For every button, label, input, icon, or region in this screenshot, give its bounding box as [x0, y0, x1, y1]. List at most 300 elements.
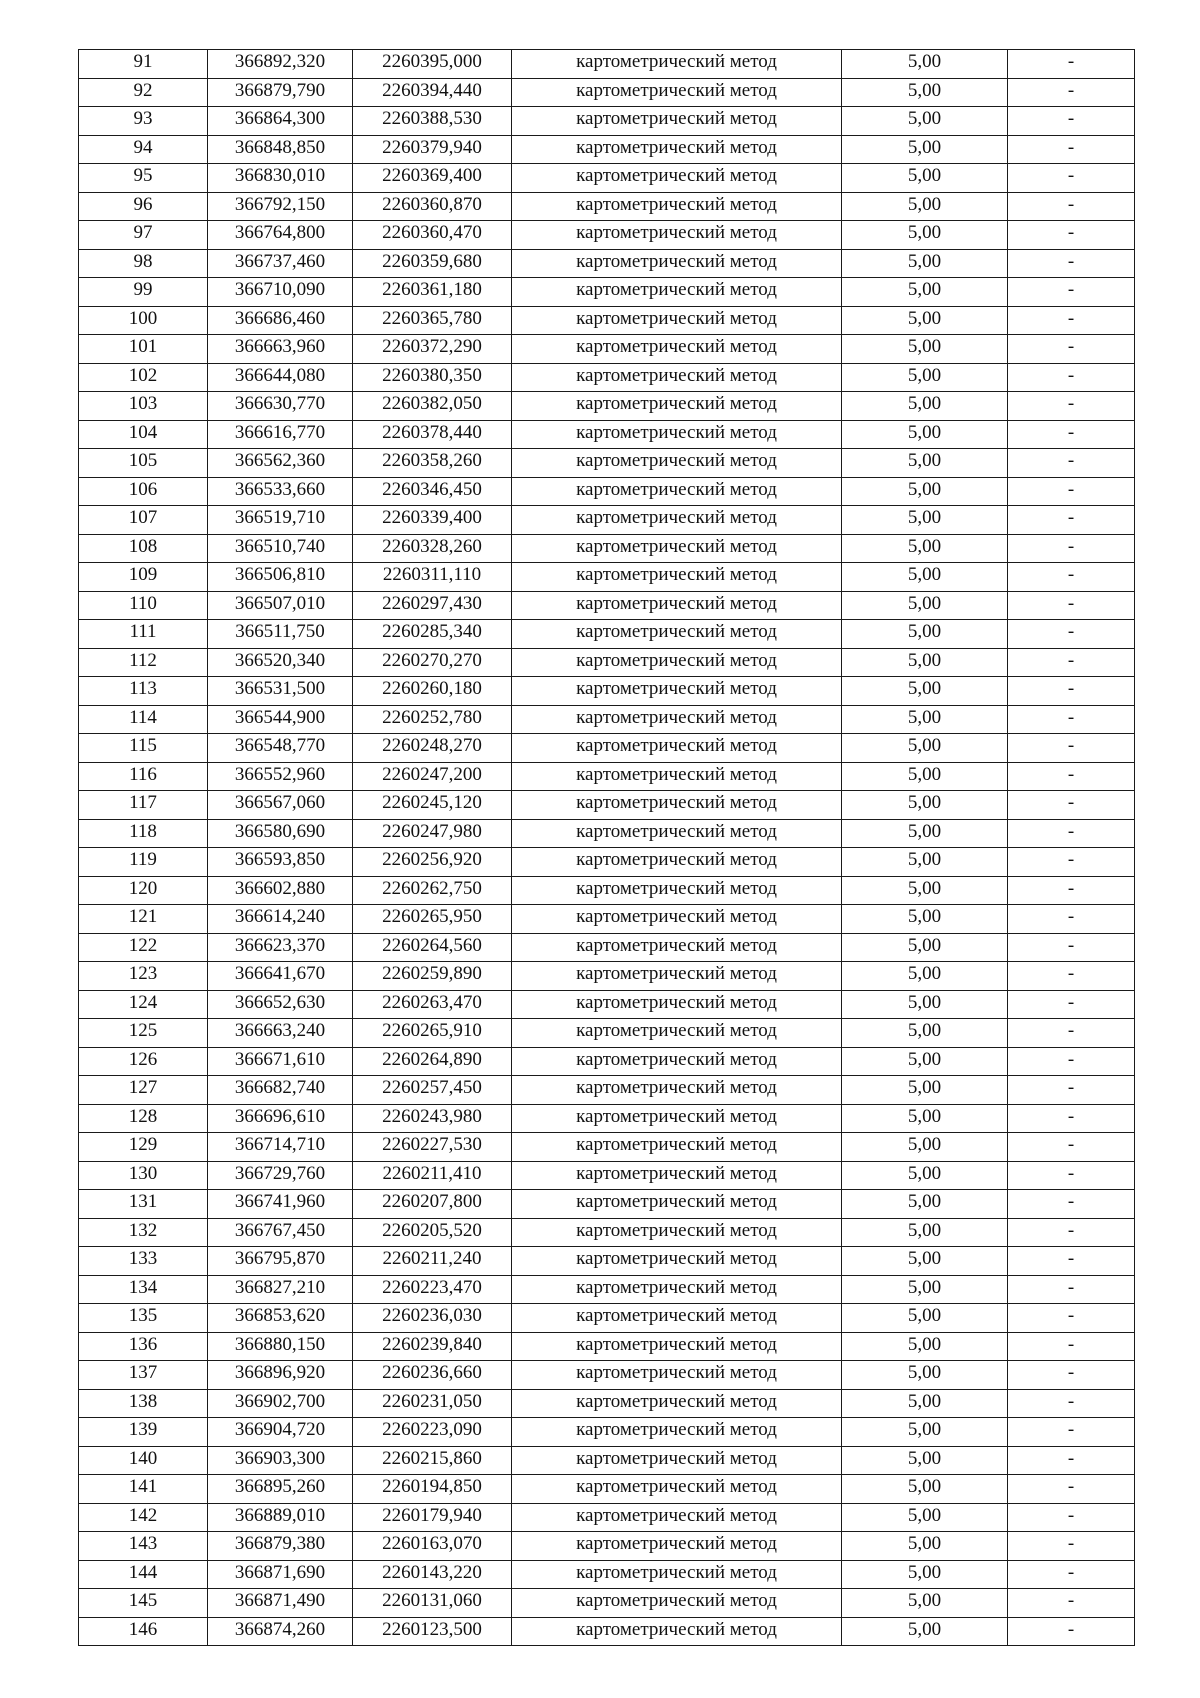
x-coordinate-cell	[208, 506, 353, 535]
point-number-text: 129	[128, 1134, 158, 1155]
accuracy-cell	[842, 1503, 1008, 1532]
method-cell	[512, 1617, 842, 1646]
y-coordinate-cell	[353, 506, 512, 535]
note-text: -	[1067, 706, 1075, 728]
table-row	[79, 648, 1135, 677]
point-number-cell	[79, 876, 208, 905]
y-coordinate-text: 2260388,530	[382, 108, 482, 129]
x-coordinate-text: 366652,630	[234, 991, 326, 1013]
x-coordinate-cell	[208, 221, 353, 250]
method-cell	[512, 306, 842, 335]
note-cell	[1008, 705, 1135, 734]
note-text: -	[1067, 1419, 1075, 1440]
table-row	[79, 1589, 1135, 1618]
accuracy-text: 5,00	[907, 108, 942, 129]
note-text: -	[1067, 1048, 1075, 1070]
method-text: картометрический метод	[576, 592, 777, 614]
note-text: -	[1067, 1590, 1075, 1611]
point-number-cell	[79, 363, 208, 392]
method-text: картометрический метод	[576, 1419, 777, 1440]
note-cell	[1008, 1532, 1135, 1561]
x-coordinate-text: 366871,690	[234, 1561, 326, 1583]
accuracy-cell	[842, 762, 1008, 791]
note-text: -	[1067, 336, 1075, 357]
note-text: -	[1067, 1219, 1075, 1241]
y-coordinate-text: 2260346,450	[382, 478, 482, 500]
x-coordinate-text: 366511,750	[235, 621, 325, 642]
method-text: картометрический метод	[576, 1134, 777, 1155]
point-number-cell	[79, 591, 208, 620]
x-coordinate-cell	[208, 107, 353, 136]
y-coordinate-cell	[353, 762, 512, 791]
method-text: картометрический метод	[576, 1447, 777, 1469]
accuracy-text: 5,00	[907, 421, 942, 443]
y-coordinate-text: 2260360,870	[382, 193, 482, 215]
note-cell	[1008, 990, 1135, 1019]
accuracy-cell	[842, 78, 1008, 107]
x-coordinate-text: 366879,790	[234, 79, 326, 101]
point-number-text: 146	[128, 1618, 158, 1640]
x-coordinate-text: 366896,920	[234, 1362, 326, 1383]
point-number-text: 132	[128, 1219, 158, 1241]
note-cell	[1008, 962, 1135, 991]
note-cell	[1008, 933, 1135, 962]
note-text: -	[1067, 279, 1075, 300]
point-number-text: 92	[133, 79, 153, 101]
x-coordinate-text: 366871,490	[234, 1590, 326, 1611]
x-coordinate-cell	[208, 1503, 353, 1532]
point-number-cell	[79, 734, 208, 763]
method-text: картометрический метод	[576, 991, 777, 1013]
point-number-text: 96	[133, 193, 153, 215]
y-coordinate-cell	[353, 1560, 512, 1589]
x-coordinate-text: 366641,670	[234, 963, 326, 984]
note-text: -	[1067, 1618, 1075, 1640]
x-coordinate-text: 366510,740	[234, 535, 326, 557]
method-cell	[512, 1389, 842, 1418]
note-text: -	[1067, 1105, 1075, 1127]
y-coordinate-cell	[353, 962, 512, 991]
accuracy-text: 5,00	[907, 906, 942, 927]
x-coordinate-cell	[208, 1019, 353, 1048]
point-number-text: 126	[128, 1048, 158, 1070]
note-text: -	[1067, 165, 1075, 186]
note-text: -	[1067, 1276, 1075, 1298]
y-coordinate-text: 2260256,920	[382, 849, 482, 870]
note-cell	[1008, 506, 1135, 535]
x-coordinate-text: 366686,460	[234, 307, 326, 329]
method-cell	[512, 392, 842, 421]
x-coordinate-cell	[208, 1361, 353, 1390]
method-cell	[512, 1475, 842, 1504]
y-coordinate-text: 2260264,560	[382, 934, 482, 956]
x-coordinate-cell	[208, 962, 353, 991]
x-coordinate-text: 366548,770	[234, 735, 326, 756]
method-cell	[512, 762, 842, 791]
note-text: -	[1067, 1476, 1075, 1497]
accuracy-cell	[842, 990, 1008, 1019]
point-number-cell	[79, 819, 208, 848]
y-coordinate-text: 2260245,120	[382, 792, 482, 813]
accuracy-cell	[842, 905, 1008, 934]
point-number-text: 104	[128, 421, 158, 443]
x-coordinate-text: 366792,150	[234, 193, 326, 215]
y-coordinate-text: 2260223,090	[382, 1419, 482, 1440]
accuracy-text: 5,00	[907, 763, 942, 785]
x-coordinate-cell	[208, 78, 353, 107]
table-row	[79, 135, 1135, 164]
x-coordinate-text: 366663,960	[234, 336, 326, 357]
point-number-text: 135	[128, 1305, 158, 1326]
x-coordinate-text: 366520,340	[234, 649, 326, 671]
table-row	[79, 819, 1135, 848]
point-number-cell	[79, 392, 208, 421]
note-cell	[1008, 1418, 1135, 1447]
point-number-cell	[79, 249, 208, 278]
y-coordinate-text: 2260215,860	[382, 1447, 482, 1469]
method-cell	[512, 1503, 842, 1532]
accuracy-text: 5,00	[907, 1590, 942, 1611]
accuracy-text: 5,00	[907, 1533, 942, 1554]
point-number-cell	[79, 762, 208, 791]
accuracy-text: 5,00	[907, 820, 942, 842]
point-number-cell	[79, 933, 208, 962]
point-number-cell	[79, 791, 208, 820]
accuracy-text: 5,00	[907, 1077, 942, 1098]
x-coordinate-cell	[208, 1047, 353, 1076]
y-coordinate-cell	[353, 477, 512, 506]
note-text: -	[1067, 421, 1075, 443]
y-coordinate-text: 2260163,070	[382, 1533, 482, 1554]
method-text: картометрический метод	[576, 108, 777, 129]
point-number-text: 112	[129, 649, 157, 671]
method-cell	[512, 1418, 842, 1447]
method-text: картометрический метод	[576, 307, 777, 329]
note-cell	[1008, 278, 1135, 307]
y-coordinate-text: 2260260,180	[382, 678, 482, 699]
point-number-text: 98	[133, 250, 153, 272]
y-coordinate-cell	[353, 1019, 512, 1048]
note-text: -	[1067, 364, 1075, 386]
accuracy-text: 5,00	[907, 678, 942, 699]
point-number-text: 142	[128, 1504, 158, 1526]
point-number-cell	[79, 221, 208, 250]
method-text: картометрический метод	[576, 1390, 777, 1412]
accuracy-cell	[842, 1418, 1008, 1447]
y-coordinate-text: 2260297,430	[382, 592, 482, 614]
point-number-cell	[79, 1532, 208, 1561]
point-number-text: 124	[128, 991, 158, 1013]
method-text: картометрический метод	[576, 222, 777, 243]
y-coordinate-cell	[353, 1076, 512, 1105]
accuracy-text: 5,00	[907, 51, 942, 72]
y-coordinate-cell	[353, 534, 512, 563]
y-coordinate-cell	[353, 135, 512, 164]
method-cell	[512, 1076, 842, 1105]
method-text: картометрический метод	[576, 1504, 777, 1526]
x-coordinate-text: 366902,700	[234, 1390, 326, 1412]
y-coordinate-text: 2260270,270	[382, 649, 482, 671]
method-cell	[512, 278, 842, 307]
x-coordinate-cell	[208, 135, 353, 164]
method-cell	[512, 905, 842, 934]
accuracy-cell	[842, 819, 1008, 848]
y-coordinate-cell	[353, 905, 512, 934]
note-cell	[1008, 791, 1135, 820]
x-coordinate-text: 366853,620	[234, 1305, 326, 1326]
point-number-cell	[79, 1019, 208, 1048]
point-number-cell	[79, 563, 208, 592]
method-cell	[512, 164, 842, 193]
method-cell	[512, 420, 842, 449]
x-coordinate-cell	[208, 1475, 353, 1504]
note-cell	[1008, 1361, 1135, 1390]
accuracy-text: 5,00	[907, 649, 942, 671]
table-row	[79, 848, 1135, 877]
table-row	[79, 1361, 1135, 1390]
point-number-text: 139	[128, 1419, 158, 1440]
note-cell	[1008, 420, 1135, 449]
method-cell	[512, 363, 842, 392]
method-text: картометрический метод	[576, 564, 777, 585]
table-row	[79, 1133, 1135, 1162]
point-number-text: 115	[129, 735, 157, 756]
y-coordinate-text: 2260395,000	[382, 51, 482, 72]
accuracy-text: 5,00	[907, 621, 942, 642]
point-number-text: 138	[128, 1390, 158, 1412]
accuracy-text: 5,00	[907, 877, 942, 899]
x-coordinate-text: 366519,710	[234, 507, 326, 528]
point-number-cell	[79, 306, 208, 335]
method-cell	[512, 1104, 842, 1133]
accuracy-text: 5,00	[907, 991, 942, 1013]
x-coordinate-cell	[208, 249, 353, 278]
method-cell	[512, 876, 842, 905]
x-coordinate-cell	[208, 306, 353, 335]
y-coordinate-text: 2260211,410	[382, 1162, 482, 1184]
note-cell	[1008, 477, 1135, 506]
point-number-text: 93	[133, 108, 153, 129]
note-cell	[1008, 762, 1135, 791]
accuracy-text: 5,00	[907, 336, 942, 357]
y-coordinate-cell	[353, 164, 512, 193]
method-cell	[512, 221, 842, 250]
method-text: картометрический метод	[576, 1048, 777, 1070]
point-number-cell	[79, 1332, 208, 1361]
accuracy-text: 5,00	[907, 1248, 942, 1269]
note-cell	[1008, 1047, 1135, 1076]
y-coordinate-text: 2260247,200	[382, 763, 482, 785]
table-row	[79, 335, 1135, 364]
point-number-cell	[79, 1218, 208, 1247]
accuracy-cell	[842, 107, 1008, 136]
accuracy-cell	[842, 1190, 1008, 1219]
method-cell	[512, 677, 842, 706]
x-coordinate-cell	[208, 620, 353, 649]
method-cell	[512, 1019, 842, 1048]
x-coordinate-text: 366889,010	[234, 1504, 326, 1526]
point-number-text: 116	[129, 763, 157, 785]
y-coordinate-text: 2260223,470	[382, 1276, 482, 1298]
method-text: картометрический метод	[576, 849, 777, 870]
point-number-cell	[79, 278, 208, 307]
note-cell	[1008, 876, 1135, 905]
note-text: -	[1067, 1248, 1075, 1269]
point-number-text: 110	[129, 592, 157, 614]
x-coordinate-cell	[208, 1076, 353, 1105]
method-cell	[512, 791, 842, 820]
method-text: картометрический метод	[576, 1561, 777, 1583]
method-cell	[512, 933, 842, 962]
y-coordinate-cell	[353, 705, 512, 734]
method-cell	[512, 1275, 842, 1304]
note-text: -	[1067, 108, 1075, 129]
x-coordinate-cell	[208, 164, 353, 193]
x-coordinate-text: 366580,690	[234, 820, 326, 842]
note-text: -	[1067, 51, 1075, 72]
point-number-cell	[79, 1503, 208, 1532]
y-coordinate-text: 2260339,400	[382, 507, 482, 528]
note-text: -	[1067, 507, 1075, 528]
table-row	[79, 620, 1135, 649]
table-row	[79, 1503, 1135, 1532]
y-coordinate-cell	[353, 192, 512, 221]
method-text: картометрический метод	[576, 1191, 777, 1212]
note-text: -	[1067, 763, 1075, 785]
accuracy-cell	[842, 1247, 1008, 1276]
x-coordinate-cell	[208, 762, 353, 791]
table-row	[79, 192, 1135, 221]
method-text: картометрический метод	[576, 478, 777, 500]
note-cell	[1008, 1332, 1135, 1361]
y-coordinate-text: 2260236,030	[382, 1305, 482, 1326]
x-coordinate-cell	[208, 477, 353, 506]
x-coordinate-cell	[208, 905, 353, 934]
table-row	[79, 278, 1135, 307]
point-number-text: 141	[128, 1476, 158, 1497]
accuracy-cell	[842, 933, 1008, 962]
method-cell	[512, 962, 842, 991]
accuracy-text: 5,00	[907, 1390, 942, 1412]
y-coordinate-cell	[353, 1503, 512, 1532]
note-text: -	[1067, 1447, 1075, 1469]
method-cell	[512, 135, 842, 164]
note-cell	[1008, 819, 1135, 848]
method-cell	[512, 249, 842, 278]
point-number-text: 122	[128, 934, 158, 956]
note-text: -	[1067, 307, 1075, 329]
note-cell	[1008, 1104, 1135, 1133]
method-cell	[512, 1161, 842, 1190]
note-cell	[1008, 1304, 1135, 1333]
table-row	[79, 1389, 1135, 1418]
table-row	[79, 1418, 1135, 1447]
accuracy-cell	[842, 1076, 1008, 1105]
y-coordinate-cell	[353, 363, 512, 392]
accuracy-cell	[842, 420, 1008, 449]
accuracy-text: 5,00	[907, 1219, 942, 1241]
method-cell	[512, 1218, 842, 1247]
method-text: картометрический метод	[576, 51, 777, 72]
accuracy-cell	[842, 164, 1008, 193]
accuracy-cell	[842, 1560, 1008, 1589]
note-text: -	[1067, 1390, 1075, 1412]
method-cell	[512, 819, 842, 848]
point-number-text: 127	[128, 1077, 158, 1098]
x-coordinate-text: 366593,850	[234, 849, 326, 870]
method-text: картометрический метод	[576, 877, 777, 899]
accuracy-cell	[842, 192, 1008, 221]
note-cell	[1008, 1560, 1135, 1589]
point-number-cell	[79, 50, 208, 79]
x-coordinate-cell	[208, 933, 353, 962]
accuracy-cell	[842, 1361, 1008, 1390]
x-coordinate-text: 366623,370	[234, 934, 326, 956]
y-coordinate-cell	[353, 249, 512, 278]
x-coordinate-text: 366531,500	[234, 678, 326, 699]
accuracy-cell	[842, 705, 1008, 734]
method-cell	[512, 1560, 842, 1589]
accuracy-cell	[842, 1047, 1008, 1076]
note-text: -	[1067, 792, 1075, 813]
method-text: картометрический метод	[576, 820, 777, 842]
method-text: картометрический метод	[576, 193, 777, 215]
y-coordinate-cell	[353, 221, 512, 250]
x-coordinate-cell	[208, 848, 353, 877]
y-coordinate-text: 2260263,470	[382, 991, 482, 1013]
method-text: картометрический метод	[576, 1305, 777, 1326]
point-number-text: 107	[128, 507, 158, 528]
accuracy-cell	[842, 363, 1008, 392]
x-coordinate-cell	[208, 420, 353, 449]
method-text: картометрический метод	[576, 706, 777, 728]
table-row	[79, 677, 1135, 706]
table-row	[79, 107, 1135, 136]
point-number-text: 119	[129, 849, 157, 870]
method-cell	[512, 1304, 842, 1333]
accuracy-cell	[842, 392, 1008, 421]
accuracy-cell	[842, 1446, 1008, 1475]
table-row	[79, 1475, 1135, 1504]
table-row	[79, 477, 1135, 506]
table-row	[79, 420, 1135, 449]
x-coordinate-cell	[208, 1332, 353, 1361]
point-number-text: 118	[129, 820, 157, 842]
coordinates-table	[78, 49, 1135, 1646]
note-cell	[1008, 335, 1135, 364]
accuracy-text: 5,00	[907, 165, 942, 186]
note-cell	[1008, 905, 1135, 934]
method-text: картометрический метод	[576, 507, 777, 528]
y-coordinate-text: 2260264,890	[382, 1048, 482, 1070]
note-text: -	[1067, 1162, 1075, 1184]
method-cell	[512, 506, 842, 535]
point-number-cell	[79, 648, 208, 677]
point-number-text: 108	[128, 535, 158, 557]
point-number-text: 140	[128, 1447, 158, 1469]
method-cell	[512, 477, 842, 506]
accuracy-cell	[842, 449, 1008, 478]
method-text: картометрический метод	[576, 364, 777, 386]
method-cell	[512, 1332, 842, 1361]
y-coordinate-text: 2260248,270	[382, 735, 482, 756]
method-text: картометрический метод	[576, 1248, 777, 1269]
note-cell	[1008, 1503, 1135, 1532]
accuracy-text: 5,00	[907, 535, 942, 557]
y-coordinate-text: 2260285,340	[382, 621, 482, 642]
method-cell	[512, 78, 842, 107]
y-coordinate-text: 2260231,050	[382, 1390, 482, 1412]
